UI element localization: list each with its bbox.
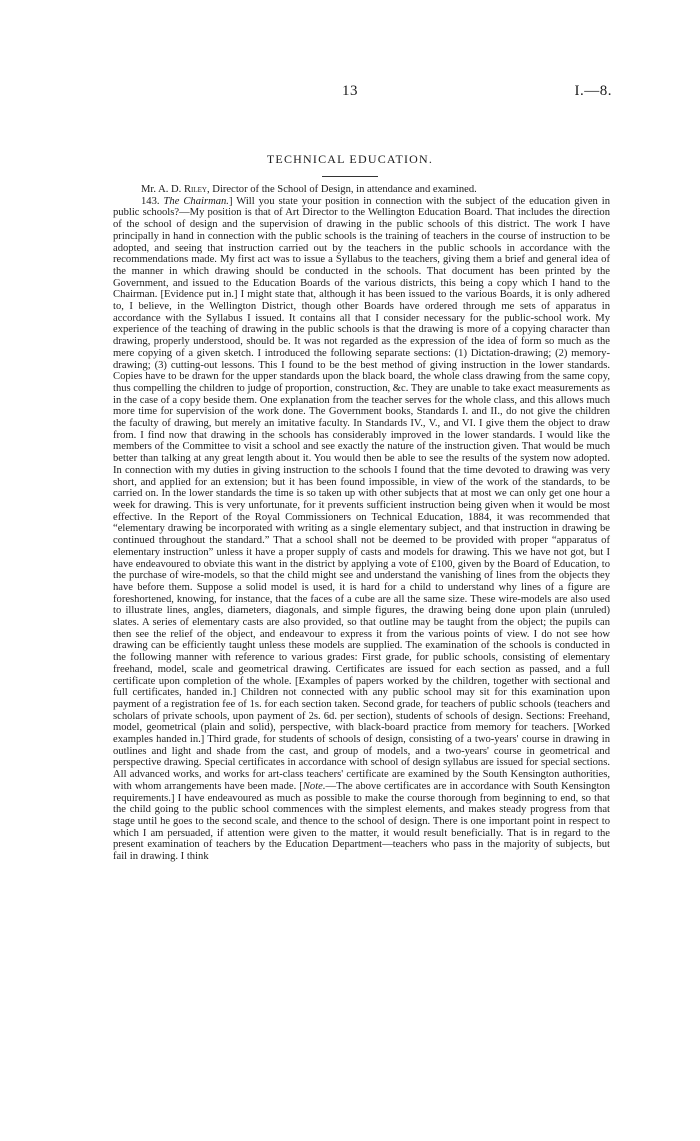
- question-paragraph: [113, 196, 610, 863]
- question-speaker: The Chairman.: [163, 195, 229, 207]
- witness-intro: [113, 184, 610, 196]
- question-number: 143.: [141, 195, 164, 207]
- document-body: [113, 184, 610, 863]
- witness-description: , Director of the School of Design, in attendance and examined.: [207, 184, 477, 195]
- witness-prefix: Mr. A. D.: [141, 184, 184, 195]
- note-label: Note.: [302, 780, 326, 792]
- section-title: TECHNICAL EDUCATION.: [266, 152, 434, 166]
- note-text: —The above certificates are in accordance with South Kensington requirements.] I have endeavoured as much as possible to make the course thorough from beginning to end, so that the child going to the public school commences with the simplest elements, and makes steady progress from that stage until he goes to the second scale, and thence to the school of design. There is one important point in respect to which I am persuaded, if attention were given to the matter, it would result beneficially. That is in regard to the present examination of teachers by the Education Department—teachers who pass in the majority of subjects, but fail in drawing. I think: [113, 780, 610, 863]
- answer-text: ] Will you state your position in connection with the subject of the education given in public schools?—My position is that of Art Director to the Wellington Education Board. That includes the direction of the school of design and the supervision of drawing in the public schools of this district. The work I have principally in hand in connection with the public schools is the training of teachers in the course of instruction to be adopted, and seeing that instruction carried out by the teachers in the public schools in accordance with the recommendations made. My first act was to issue a Syllabus to the teachers, giving them a brief and general idea of the manner in which drawing should be conducted in the schools. That document has been printed by the Government, and issued to the Education Boards of the various districts, this being a copy which I hand to the Chairman. [Evidence put in.] I might state that, although it has been issued to the various Boards, it is only adhered to, I believe, in the Wellington District, though other Boards have ordered through me sets of apparatus in accordance with the Syllabus I issued. It contains all that I consider necessary for the public-school work. My experience of the teaching of drawing in the public schools is that the drawing is more of a copying character than drawing, properly understood, should be. It was not regarded as the expression of the idea of form so much as the mere copying of a given sketch. I introduced the following separate sections: (1) Dictation-drawing; (2) memory-drawing; (3) cutting-out lessons. This I found to be the best method of giving instruction in the lower standards. Copies have to be drawn for the upper standards upon the black board, the whole class drawing from the same copy, thus compelling the children to judge of proportion, construction, &c. They are unable to take exact measurements as in the case of a copy beside them. One explanation from the teacher serves for the whole class, and this allows much more time for supervision of the work done. The Government books, Standards I. and II., do not give the children the faculty of drawing, but merely an imitative faculty. In Standards IV., V., and VI. I give them the object to draw from. I find now that drawing in the schools has considerably improved in the lower standards. I would like the members of the Committee to visit a school and see exactly the nature of the instruction given. That would be much better than talking at any great length about it. You would then be able to see the results of the system now adopted. In connection with my duties in giving instruction to the schools I found that the time devoted to drawing was very short, and applied for an extension; but it has been found impossible, in view of the work of the standards, to be carried on. In the lower standards the time is so taken up with other subjects that at most we can only get one hour a week for drawing. This is very unfortunate, for it prevents sufficient instruction being given when it would be most effective. In the Report of the Royal Commissioners on Technical Education, 1884, it was recommended that “elementary drawing be incorporated with writing as a single elementary subject, and that instruction in drawing be continued throughout the standard.” That a school shall not be deemed to be provided with proper “apparatus of elementary instruction” unless it have a proper supply of casts and models for drawing. This we have not got, but I have endeavoured to obviate this want in the district by applying a vote of £100, given by the Board of Education, to the purchase of wire-models, so that the child might see and understand the vanishing of lines from the objects they have before them. Suppose a solid model is used, it is hard for a child to understand why lines of a figure are foreshortened, knowing, for instance, that the faces of a cube are all the same size. These wire-models are also used to illustrate lines, angles, diameters, diagonals, and simple figures, the drawing being done upon plain (unruled) slates. A series of elementary casts are also provided, so that outline may be taught from the object; the pupils can then see the relief of the object, and endeavour to express it from the various points of view. I do not see how drawing can be efficiently taught unless these models are supplied. The examination of the schools is conducted in the following manner with reference to various grades: First grade, for public schools, consisting of elementary freehand, model, scale and geometrical drawing. Certificates are issued for each section as passed, and a full certificate upon completion of the whole. [Examples of papers worked by the children, together with sectional and full certificates, handed in.] Children not connected with any public school may sit for this examination upon payment of a registration fee of 1s. for each section taken. Second grade, for teachers of public schools (teachers and scholars of private schools, upon payment of 2s. 6d. per section), students of schools of design. Sections: Freehand, model, geometrical (plain and solid), perspective, with black-board practice from memory for teachers. [Worked examples handed in.] Third grade, for students of schools of design, consisting of a two-years' course in drawing in outlines and light and shade from the cast, and group of models, and a two-years' course in geometrical and perspective drawing. Special certificates in accordance with school of design syllabus are issued for special sections. All advanced works, and works for art-class teachers' certificate are examined by the South Kensington authorities, with whom arrangements have been made. [: [113, 195, 611, 792]
- document-reference: I.—8.: [574, 83, 612, 99]
- page-number: 13: [342, 83, 358, 99]
- witness-surname: Riley: [183, 184, 207, 195]
- title-divider: [322, 176, 378, 177]
